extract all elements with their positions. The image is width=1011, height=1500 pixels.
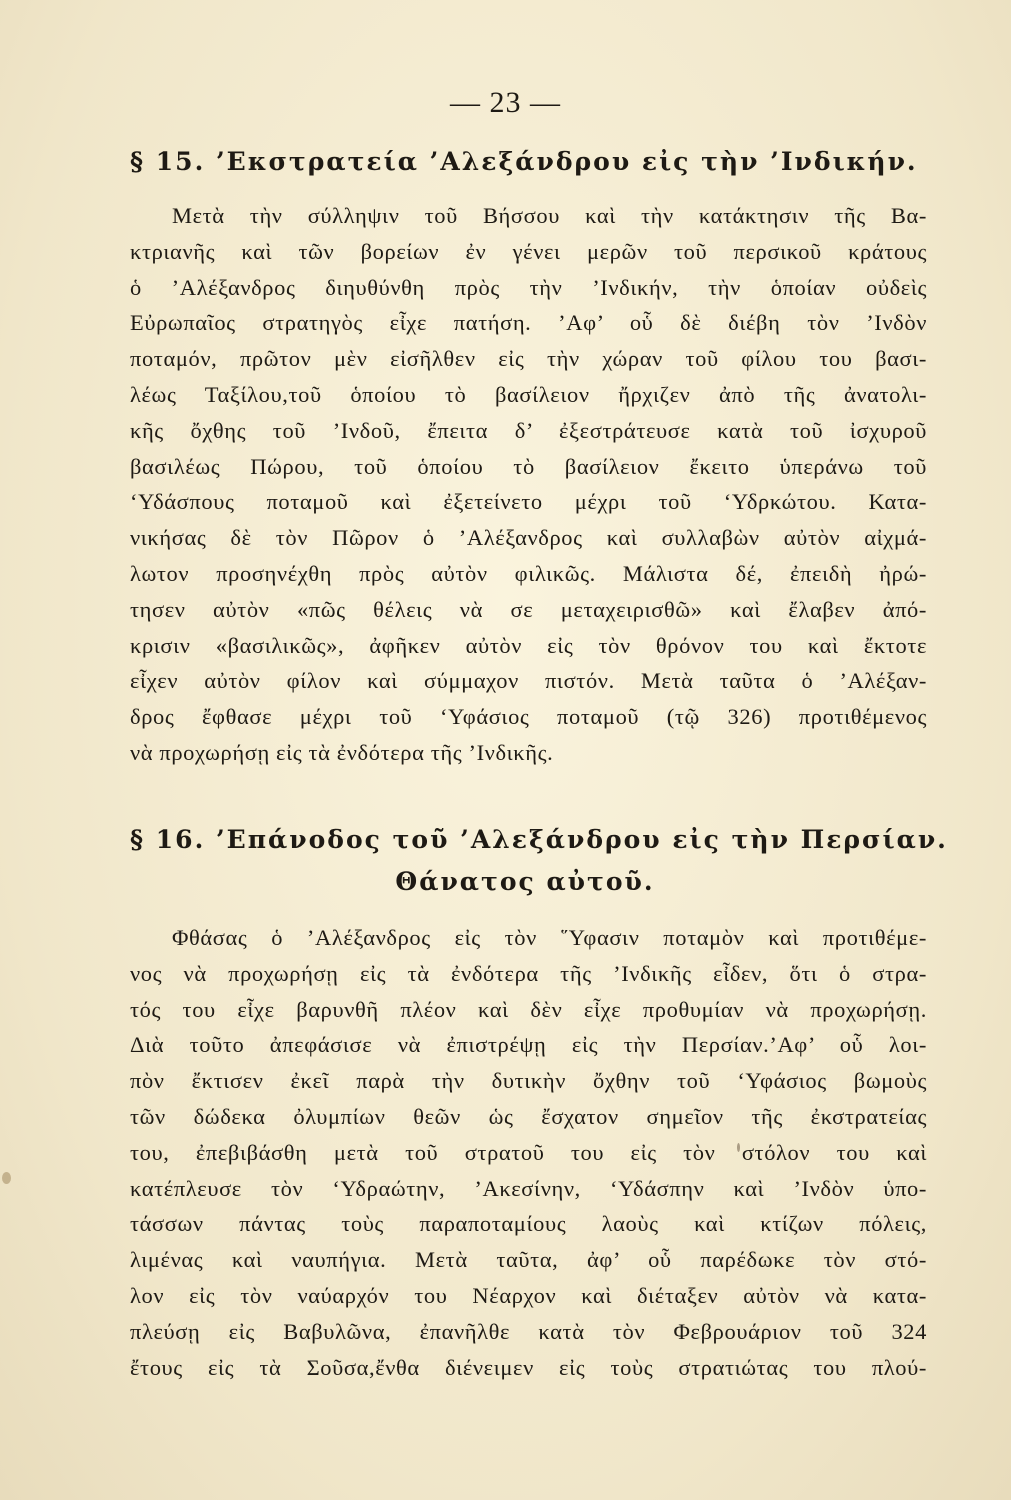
section-15-paragraph [130,198,927,771]
text-line: τησεν αὐτὸν «πῶς θέλεις νὰ σε μεταχειρισθῶ» καὶ ἔλαβεν ἀπό- [130,596,927,622]
text-line: ‘Υδάσπους ποταμοῦ καὶ ἐξετείνετο μέχρι τοῦ ‘Υδρκώτου. Κατα- [130,489,927,515]
text-line: λιμένας καὶ ναυπήγια. Μετὰ ταῦτα, ἀφ’ οὗ παρέδωκε τὸν στό- [130,1247,927,1273]
text-line: πλεύσῃ εἰς Βαβυλῶνα, ἐπανῆλθε κατὰ τὸν Φεβρουάριον τοῦ 324 [130,1318,927,1344]
text-line: κῆς ὄχθης τοῦ ’Ινδοῦ, ἔπειτα δ’ ἐξεστράτευσε κατὰ τοῦ ἰσχυροῦ [130,417,927,443]
text-line: δρος ἔφθασε μέχρι τοῦ ‘Υφάσιος ποταμοῦ (τῷ 326) προτιθέμενος [130,704,927,730]
text-line: λον εἰς τὸν ναύαρχόν του Νέαρχον καὶ διέταξεν αὐτὸν νὰ κατα- [130,1282,927,1308]
text-line: τῶν δώδεκα ὀλυμπίων θεῶν ὡς ἔσχατον σημεῖον τῆς ἐκστρατείας [130,1103,927,1129]
section-16-paragraph [130,920,927,1385]
text-line: πὸν ἔκτισεν ἐκεῖ παρὰ τὴν δυτικὴν ὄχθην τοῦ ‘Υφάσιος βωμοὺς [130,1068,927,1094]
section-16-subheading: Θάνατος αὐτοῦ. [395,867,655,896]
text-line: νικήσας δὲ τὸν Πῶρον ὁ ’Αλέξανδρος καὶ συλλαβὼν αὐτὸν αἰχμά- [130,525,927,551]
text-line: κτριανῆς καὶ τῶν βορείων ἐν γένει μερῶν τοῦ περσικοῦ κράτους [130,238,927,264]
paper-stain [2,1172,11,1184]
text-line: τός του εἶχε βαρυνθῆ πλέον καὶ δὲν εἶχε προθυμίαν νὰ προχωρήσῃ. [130,996,927,1022]
text-line: λωτον προσηνέχθη πρὸς αὐτὸν φιλικῶς. Μάλιστα δέ, ἐπειδὴ ἠρώ- [130,560,927,586]
text-line: νὰ προχωρήσῃ εἰς τὰ ἐνδότερα τῆς ’Ινδικῆς. [130,739,554,765]
text-line: του, ἐπεβιβάσθη μετὰ τοῦ στρατοῦ του εἰς τὸν στόλον του καὶ [130,1139,927,1165]
text-line: ποταμόν, πρῶτον μὲν εἰσῆλθεν εἰς τὴν χώραν τοῦ φίλου του βασι- [130,346,927,372]
text-line: κρισιν «βασιλικῶς», ἀφῆκεν αὐτὸν εἰς τὸν θρόνον του καὶ ἔκτοτε [130,632,927,658]
section-15-heading: § 15. ’Εκστρατεία ’Αλεξάνδρου εἰς τὴν ’Ινδικήν. [130,147,918,176]
paper-stain [737,1143,740,1152]
text-line: τάσσων πάντας τοὺς παραποταμίους λαοὺς καὶ κτίζων πόλεις, [130,1211,927,1237]
text-line: Μετὰ τὴν σύλληψιν τοῦ Βήσσου καὶ τὴν κατάκτησιν τῆς Βα- [172,203,927,228]
text-line: Φθάσας ὁ ’Αλέξανδρος εἰς τὸν ῞Υφασιν ποταμὸν καὶ προτιθέμε- [172,925,927,950]
text-line: κατέπλευσε τὸν ‘Υδραώτην, ’Ακεσίνην, ‘Υδάσπην καὶ ’Ινδὸν ὑπο- [130,1175,927,1201]
section-16-heading: § 16. ’Επάνοδος τοῦ ’Αλεξάνδρου εἰς τὴν Περσίαν. [130,825,948,854]
text-line: βασιλέως Πώρου, τοῦ ὁποίου τὸ βασίλειον ἔκειτο ὑπεράνω τοῦ [130,453,927,479]
text-line: Εὐρωπαῖος στρατηγὸς εἶχε πατήση. ’Αφ’ οὗ δὲ διέβη τὸν ’Ινδὸν [130,310,927,336]
text-line: ἔτους εἰς τὰ Σοῦσα,ἔνθα διένειμεν εἰς τοὺς στρατιώτας του πλού- [130,1354,927,1380]
text-line: εἶχεν αὐτὸν φίλον καὶ σύμμαχον πιστόν. Μετὰ ταῦτα ὁ ’Αλέξαν- [130,668,927,694]
text-line: νος νὰ προχωρήσῃ εἰς τὰ ἐνδότερα τῆς ’Ινδικῆς εἶδεν, ὅτι ὁ στρα- [130,960,927,986]
page-number: — 23 — [450,86,561,119]
text-line: Διὰ τοῦτο ἀπεφάσισε νὰ ἐπιστρέψῃ εἰς τὴν Περσίαν.’Αφ’ οὗ λοι- [130,1032,927,1058]
text-line: ὁ ’Αλέξανδρος διηυθύνθη πρὸς τὴν ’Ινδικήν, τὴν ὁποίαν οὐδεὶς [130,274,927,300]
text-line: λέως Ταξίλου,τοῦ ὁποίου τὸ βασίλειον ἤρχιζεν ἀπὸ τῆς ἀνατολι- [130,381,927,407]
